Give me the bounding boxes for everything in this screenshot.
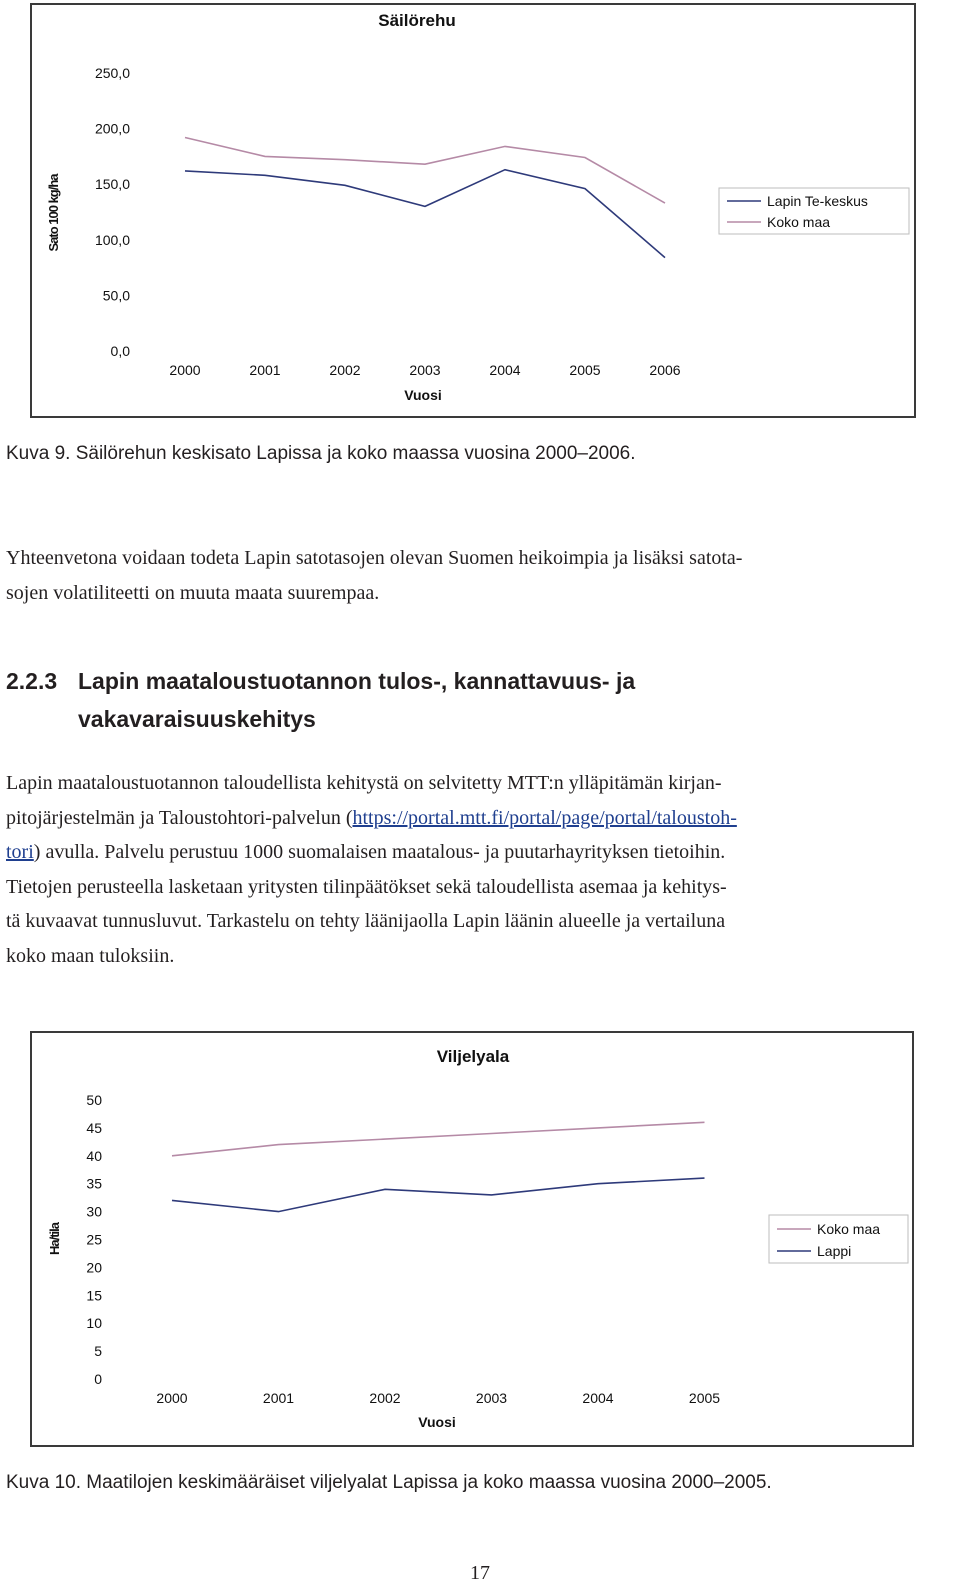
x-tick-label: 2000	[169, 362, 201, 378]
body-line-1: Lapin maataloustuotannon taloudellista kehitystä on selvitetty MTT:n ylläpitämän kirjan-	[6, 772, 722, 794]
series-line-lapin-te-keskus	[185, 170, 665, 258]
chart-viljelyala-svg	[32, 1033, 916, 1449]
chart-sailorehu	[30, 3, 916, 418]
section-number: 2.2.3	[6, 668, 58, 694]
x-axis-label: Vuosi	[418, 1414, 456, 1430]
y-tick-label: 50	[86, 1092, 102, 1108]
summary-line-1: Yhteenvetona voidaan todeta Lapin satotasojen olevan Suomen heikoimpia ja lisäksi satota-	[6, 547, 743, 569]
x-tick-label: 2004	[582, 1390, 614, 1406]
legend-label: Lapin Te-keskus	[767, 193, 868, 209]
body-line-3-text: ) avulla. Palvelu perustuu 1000 suomalaisen maatalous- ja puutarhayrityksen tietoihin.	[33, 841, 726, 863]
figure-9-caption: Kuva 9. Säilörehun keskisato Lapissa ja koko maassa vuosina 2000–2006.	[6, 443, 636, 464]
section-heading	[6, 662, 635, 738]
y-tick-label: 15	[86, 1287, 102, 1304]
series-line-koko-maa	[185, 138, 665, 204]
taloustohtori-link-continued[interactable]: tori	[6, 841, 34, 863]
summary-line-2: sojen volatiliteetti on muuta maata suurempaa.	[6, 581, 380, 604]
page-number: 17	[470, 1562, 490, 1584]
taloustohtori-link[interactable]: https://portal.mtt.fi/portal/page/portal/taloustoh-	[352, 806, 737, 829]
y-tick-label: 5	[94, 1343, 102, 1360]
legend-label: Lappi	[817, 1243, 852, 1259]
x-tick-label: 2000	[156, 1390, 188, 1406]
chart-title: Viljelyala	[436, 1047, 510, 1066]
y-tick-label: 150,0	[94, 176, 130, 193]
legend-label: Koko maa	[767, 214, 831, 230]
section-title-line-2: vakavaraisuuskehitys	[78, 706, 316, 732]
figure-10-caption: Kuva 10. Maatilojen keskimääräiset viljelyalat Lapissa ja koko maassa vuosina 2000–2005.	[6, 1472, 772, 1493]
series-line-lappi	[172, 1178, 705, 1212]
y-tick-label: 25	[86, 1231, 102, 1248]
x-axis-label: Vuosi	[404, 387, 442, 403]
x-tick-label: 2002	[369, 1390, 401, 1406]
y-tick-label: 10	[86, 1315, 102, 1332]
body-line-4: Tietojen perusteella lasketaan yritysten tilinpäätökset sekä taloudellista asemaa ja kehitys-	[6, 875, 727, 898]
y-tick-label: 100,0	[94, 231, 130, 248]
body-line-2	[6, 801, 954, 836]
y-tick-label: 50,0	[102, 287, 130, 304]
x-tick-label: 2005	[688, 1390, 721, 1406]
y-axis-label: Ha/tila	[47, 1222, 62, 1256]
x-tick-label: 2002	[329, 362, 361, 378]
x-tick-label: 2001	[262, 1390, 295, 1406]
body-line-3	[6, 835, 954, 870]
legend-label: Koko maa	[817, 1221, 881, 1237]
y-tick-label: 250,0	[94, 65, 130, 81]
y-tick-label: 200,0	[94, 120, 130, 137]
x-tick-label: 2003	[475, 1390, 508, 1406]
section-title-line-1: Lapin maataloustuotannon tulos-, kannattavuus- ja	[78, 668, 636, 694]
y-tick-label: 40	[86, 1147, 102, 1164]
series-line-koko-maa	[172, 1122, 705, 1156]
y-tick-label: 20	[86, 1259, 102, 1276]
chart-viljelyala	[30, 1031, 914, 1447]
body-paragraph	[6, 766, 954, 973]
y-tick-label: 0	[94, 1371, 102, 1387]
body-line-5: tä kuvaavat tunnusluvut. Tarkastelu on tehty läänijaolla Lapin läänin alueelle ja vertailuna	[6, 910, 726, 932]
y-tick-label: 0,0	[110, 343, 130, 359]
y-axis-label: Sato 100 kg/ha	[46, 174, 61, 252]
chart-title: Säilörehu	[378, 11, 456, 30]
x-tick-label: 2004	[489, 362, 521, 378]
x-tick-label: 2003	[409, 362, 441, 378]
summary-paragraph	[6, 541, 954, 610]
body-line-2-text: pitojärjestelmän ja Taloustohtori-palvelun (	[6, 806, 353, 829]
x-tick-label: 2001	[249, 362, 281, 378]
chart-sailorehu-svg	[32, 5, 918, 420]
x-tick-label: 2006	[649, 362, 681, 378]
x-tick-label: 2005	[569, 362, 601, 378]
body-line-6: koko maan tuloksiin.	[6, 944, 175, 967]
y-tick-label: 45	[86, 1119, 102, 1136]
y-tick-label: 35	[86, 1175, 102, 1192]
y-tick-label: 30	[86, 1203, 102, 1220]
